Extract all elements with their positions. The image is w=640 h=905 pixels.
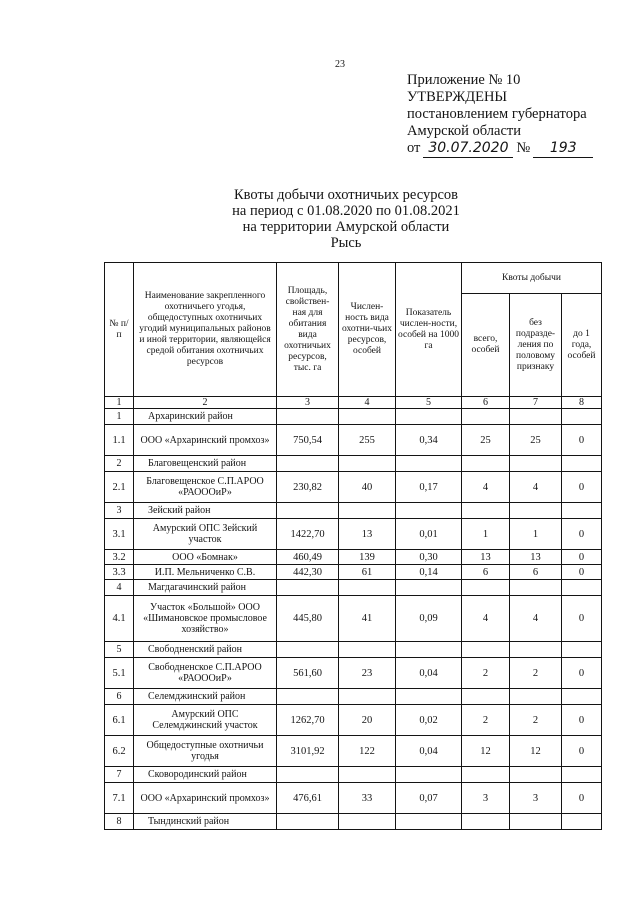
empty-cell <box>462 409 510 425</box>
entry-name: Участок «Большой» ООО «Шимановское промысловое хозяйство» <box>134 596 277 642</box>
empty-cell <box>277 814 339 830</box>
cell-density: 0,14 <box>396 565 462 580</box>
empty-cell <box>462 456 510 472</box>
cell-population: 139 <box>339 550 396 565</box>
cell-under1: 0 <box>562 783 602 814</box>
empty-cell <box>510 456 562 472</box>
empty-cell <box>339 814 396 830</box>
district-row <box>105 409 602 425</box>
cell-population: 41 <box>339 596 396 642</box>
cell-population: 61 <box>339 565 396 580</box>
empty-cell <box>396 642 462 658</box>
entry-number: 6.1 <box>105 705 134 736</box>
empty-cell <box>396 409 462 425</box>
table-row <box>105 705 602 736</box>
cell-no-sex: 2 <box>510 705 562 736</box>
cell-population: 122 <box>339 736 396 767</box>
entry-name: Амурский ОПС Селемджинский участок <box>134 705 277 736</box>
column-number: 5 <box>396 397 462 409</box>
cell-under1: 0 <box>562 736 602 767</box>
district-name: Архаринский район <box>134 409 277 425</box>
cell-under1: 0 <box>562 550 602 565</box>
cell-area: 460,49 <box>277 550 339 565</box>
entry-name: Благовещенское С.П.АРОО «РАОООиР» <box>134 472 277 503</box>
district-row <box>105 642 602 658</box>
empty-cell <box>396 456 462 472</box>
empty-cell <box>339 767 396 783</box>
district-name: Зейский район <box>134 503 277 519</box>
cell-no-sex: 4 <box>510 596 562 642</box>
empty-cell <box>562 409 602 425</box>
district-name: Благовещенский район <box>134 456 277 472</box>
header-population: Числен-ность вида охотни-чьих ресурсов, особей <box>339 263 396 397</box>
header-density: Показатель числен-ности, особей на 1000 га <box>396 263 462 397</box>
empty-cell <box>562 580 602 596</box>
cell-total: 25 <box>462 425 510 456</box>
column-number: 6 <box>462 397 510 409</box>
table-row <box>105 425 602 456</box>
cell-total: 4 <box>462 596 510 642</box>
cell-total: 13 <box>462 550 510 565</box>
cell-under1: 0 <box>562 472 602 503</box>
entry-number: 3.1 <box>105 519 134 550</box>
cell-area: 1262,70 <box>277 705 339 736</box>
entry-number: 1.1 <box>105 425 134 456</box>
empty-cell <box>562 689 602 705</box>
cell-no-sex: 12 <box>510 736 562 767</box>
empty-cell <box>396 580 462 596</box>
empty-cell <box>462 767 510 783</box>
empty-cell <box>277 642 339 658</box>
decree-date-line <box>407 140 593 158</box>
cell-population: 33 <box>339 783 396 814</box>
empty-cell <box>277 580 339 596</box>
cell-total: 12 <box>462 736 510 767</box>
title-species: Рысь <box>330 235 362 251</box>
cell-population: 23 <box>339 658 396 689</box>
empty-cell <box>462 580 510 596</box>
empty-cell <box>277 456 339 472</box>
cell-under1: 0 <box>562 705 602 736</box>
cell-no-sex: 6 <box>510 565 562 580</box>
column-number: 1 <box>105 397 134 409</box>
table-row <box>105 596 602 642</box>
district-row <box>105 456 602 472</box>
approved-label: УТВЕРЖДЕНЫ <box>407 89 508 105</box>
empty-cell <box>510 814 562 830</box>
empty-cell <box>510 689 562 705</box>
cell-area: 1422,70 <box>277 519 339 550</box>
empty-cell <box>562 456 602 472</box>
district-name: Свободненский район <box>134 642 277 658</box>
table-row <box>105 565 602 580</box>
empty-cell <box>510 503 562 519</box>
header-name: Наименование закрепленного охотничьего угодья, общедоступных охотничьих угодий муниципальных районов и иной территории, являющейся средой обитания охотничьих ресурсов <box>134 263 277 397</box>
entry-number: 6.2 <box>105 736 134 767</box>
district-name: Сковородинский район <box>134 767 277 783</box>
entry-number: 2.1 <box>105 472 134 503</box>
cell-under1: 0 <box>562 565 602 580</box>
header-quotas: Квоты добычи <box>462 263 602 294</box>
cell-population: 20 <box>339 705 396 736</box>
empty-cell <box>562 503 602 519</box>
empty-cell <box>462 814 510 830</box>
empty-cell <box>562 814 602 830</box>
document-title <box>0 187 640 251</box>
district-number: 6 <box>105 689 134 705</box>
district-number: 5 <box>105 642 134 658</box>
empty-cell <box>396 814 462 830</box>
entry-name: Общедоступные охотничьи угодья <box>134 736 277 767</box>
quota-table <box>104 262 602 830</box>
cell-density: 0,02 <box>396 705 462 736</box>
table-row <box>105 472 602 503</box>
entry-number: 3.2 <box>105 550 134 565</box>
cell-under1: 0 <box>562 596 602 642</box>
handwritten-date: 30.07.2020 <box>423 140 513 158</box>
cell-total: 2 <box>462 705 510 736</box>
district-number: 8 <box>105 814 134 830</box>
district-number: 4 <box>105 580 134 596</box>
empty-cell <box>396 503 462 519</box>
empty-cell <box>510 642 562 658</box>
cell-total: 4 <box>462 472 510 503</box>
cell-total: 2 <box>462 658 510 689</box>
title-line-1: Квоты добычи охотничьих ресурсов <box>234 187 458 203</box>
appendix-label: Приложение № 10 <box>407 72 521 88</box>
approval-block <box>407 72 593 158</box>
cell-no-sex: 1 <box>510 519 562 550</box>
cell-no-sex: 13 <box>510 550 562 565</box>
entry-number: 5.1 <box>105 658 134 689</box>
table-row <box>105 783 602 814</box>
cell-no-sex: 2 <box>510 658 562 689</box>
empty-cell <box>339 642 396 658</box>
column-number: 3 <box>277 397 339 409</box>
empty-cell <box>339 409 396 425</box>
empty-cell <box>396 767 462 783</box>
column-number-row <box>105 397 602 409</box>
empty-cell <box>339 456 396 472</box>
header-total: всего, особей <box>462 294 510 397</box>
column-number: 2 <box>134 397 277 409</box>
empty-cell <box>510 580 562 596</box>
empty-cell <box>277 409 339 425</box>
cell-no-sex: 3 <box>510 783 562 814</box>
title-line-2: на период с 01.08.2020 по 01.08.2021 <box>232 203 460 219</box>
entry-name: Свободненское С.П.АРОО «РАОООиР» <box>134 658 277 689</box>
column-number: 4 <box>339 397 396 409</box>
empty-cell <box>510 767 562 783</box>
cell-area: 561,60 <box>277 658 339 689</box>
entry-number: 4.1 <box>105 596 134 642</box>
cell-total: 3 <box>462 783 510 814</box>
empty-cell <box>396 689 462 705</box>
header-area: Площадь, свойствен-ная для обитания вида охотничьих ресурсов, тыс. га <box>277 263 339 397</box>
cell-density: 0,07 <box>396 783 462 814</box>
entry-name: ООО «Архаринский промхоз» <box>134 783 277 814</box>
cell-density: 0,04 <box>396 736 462 767</box>
district-row <box>105 814 602 830</box>
cell-population: 40 <box>339 472 396 503</box>
cell-under1: 0 <box>562 425 602 456</box>
entry-name: ООО «Архаринский промхоз» <box>134 425 277 456</box>
empty-cell <box>339 503 396 519</box>
entry-number: 3.3 <box>105 565 134 580</box>
cell-area: 750,54 <box>277 425 339 456</box>
cell-under1: 0 <box>562 519 602 550</box>
district-row <box>105 580 602 596</box>
cell-total: 1 <box>462 519 510 550</box>
cell-area: 476,61 <box>277 783 339 814</box>
district-row <box>105 503 602 519</box>
column-number: 8 <box>562 397 602 409</box>
empty-cell <box>277 767 339 783</box>
cell-area: 3101,92 <box>277 736 339 767</box>
table-row <box>105 736 602 767</box>
cell-population: 13 <box>339 519 396 550</box>
handwritten-number: 193 <box>533 140 593 158</box>
cell-under1: 0 <box>562 658 602 689</box>
district-row <box>105 689 602 705</box>
empty-cell <box>562 767 602 783</box>
empty-cell <box>277 689 339 705</box>
cell-area: 445,80 <box>277 596 339 642</box>
empty-cell <box>562 642 602 658</box>
district-name: Магдагачинский район <box>134 580 277 596</box>
from-label: от <box>407 140 421 156</box>
district-number: 3 <box>105 503 134 519</box>
header-no-sex: без подразде-ления по половому признаку <box>510 294 562 397</box>
entry-number: 7.1 <box>105 783 134 814</box>
table-row <box>105 550 602 565</box>
empty-cell <box>510 409 562 425</box>
empty-cell <box>462 689 510 705</box>
number-label: № <box>516 140 531 156</box>
cell-density: 0,30 <box>396 550 462 565</box>
region-label: Амурской области <box>407 123 521 139</box>
cell-no-sex: 25 <box>510 425 562 456</box>
empty-cell <box>339 580 396 596</box>
cell-density: 0,34 <box>396 425 462 456</box>
district-name: Тындинский район <box>134 814 277 830</box>
entry-name: ООО «Бомнак» <box>134 550 277 565</box>
cell-total: 6 <box>462 565 510 580</box>
district-number: 2 <box>105 456 134 472</box>
table-row <box>105 658 602 689</box>
district-number: 7 <box>105 767 134 783</box>
empty-cell <box>277 503 339 519</box>
empty-cell <box>462 642 510 658</box>
cell-density: 0,09 <box>396 596 462 642</box>
entry-name: И.П. Мельниченко С.В. <box>134 565 277 580</box>
district-name: Селемджинский район <box>134 689 277 705</box>
cell-density: 0,17 <box>396 472 462 503</box>
cell-density: 0,04 <box>396 658 462 689</box>
cell-area: 442,30 <box>277 565 339 580</box>
column-number: 7 <box>510 397 562 409</box>
empty-cell <box>339 689 396 705</box>
empty-cell <box>462 503 510 519</box>
district-row <box>105 767 602 783</box>
table-body <box>105 397 602 830</box>
cell-no-sex: 4 <box>510 472 562 503</box>
decree-label: постановлением губернатора <box>407 106 587 122</box>
header-under1: до 1 года, особей <box>562 294 602 397</box>
district-number: 1 <box>105 409 134 425</box>
cell-area: 230,82 <box>277 472 339 503</box>
cell-population: 255 <box>339 425 396 456</box>
title-line-3: на территории Амурской области <box>242 219 450 235</box>
page-number: 23 <box>335 59 345 70</box>
entry-name: Амурский ОПС Зейский участок <box>134 519 277 550</box>
cell-density: 0,01 <box>396 519 462 550</box>
table-row <box>105 519 602 550</box>
header-num: № п/п <box>105 263 134 397</box>
